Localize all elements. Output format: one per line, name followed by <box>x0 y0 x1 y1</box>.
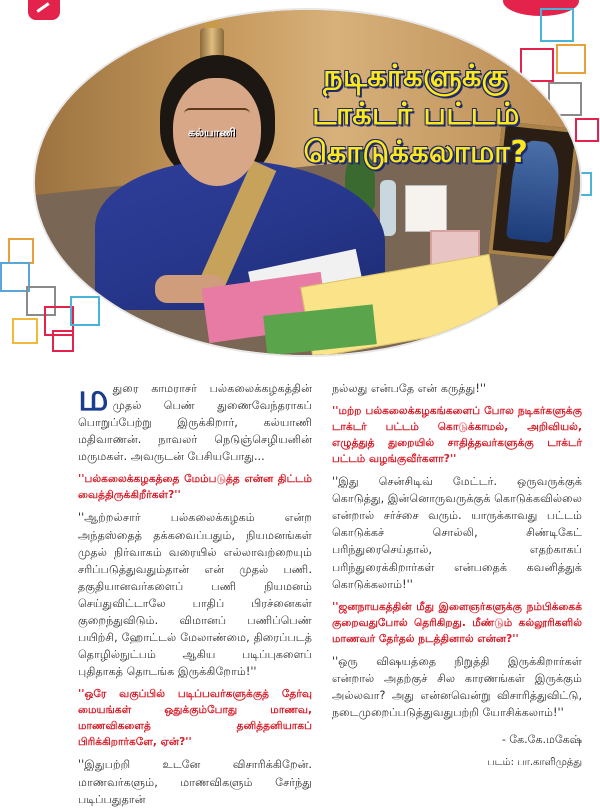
answer-2: ''இதுபற்றி உடனே விசாரிக்கிறேன். மாணவர்களும், மாணவிகளும் சேர்ந்து படிப்பதுதான் <box>78 758 312 806</box>
headline <box>266 58 566 172</box>
decor-square <box>12 318 38 344</box>
byline: - கே.கே.மகேஷ் <box>501 733 582 747</box>
question-3: ''மற்ற பல்கலைக்கழகங்களைப் போல நடிகர்களுக்கு டாக்டர் பட்டம் கொடுக்காமல், அறிவியல், எழுத்துத் துறையில் சாதித்தவர்களுக்கு டாக்டர் பட்டம் வழங்குவீர்களா?'' <box>332 405 582 466</box>
photo-caption: கல்யாணி <box>188 126 236 139</box>
answer-4: ''ஒரு விஷயத்தை நிறுத்தி இருக்கிறார்கள் என்றால் அதற்குச் சில காரணங்கள் இருக்கும் அல்லவா? அது என்னவென்று விசாரித்துவிட்டு, நடைமுறைப்படுத்துவதுபற்றி யோசிக்கலாம்!'' <box>332 654 582 720</box>
question-1: ''பல்கலைக்கழகத்தை மேம்படுத்த என்ன திட்டம் வைத்திருக்கிறீர்கள்?'' <box>78 473 312 502</box>
headline-line: டாக்டர் பட்டம் <box>312 97 520 132</box>
headline-line: கொடுக்கலாமா? <box>303 135 529 170</box>
question-2: ''ஒரே வகுப்பில் படிப்பவர்களுக்குத் தேர்வு மையங்கள் ஒதுக்கும்போது மாணவ, மாணவிகளைத் தனித்தனியாகப் பிரிக்கிறார்களே, ஏன்?'' <box>78 688 312 749</box>
hero-photo-area <box>0 0 600 372</box>
question-4: ''ஜனநாயகத்தின் மீது இளைஞர்களுக்கு நம்பிக்கைக் குறைவதுபோல் தெரிகிறது. மீண்டும் கல்லூரிகளில் மாணவர் தேர்தல் நடத்தினால் என்ன?'' <box>332 600 582 645</box>
article-column-right <box>332 380 582 771</box>
intro-paragraph <box>78 375 312 465</box>
intro-text: துரை காமராசர் பல்கலைக்கழகத்தின் முதல் பெண் துணைவேந்தராகப் பொறுப்பேற்று இருக்கிறார், கல்யாணி மதிவாணன். நாவலர் நெடுஞ்செழியனின் மருமகள். அவருடன் பேசியபோது... <box>78 382 312 464</box>
answer-2-continued: நல்லது என்பதே என் கருத்து!'' <box>332 382 486 395</box>
decor-square <box>8 238 34 264</box>
answer-1: ''ஆற்றல்சார் பல்கலைக்கழகம் என்ற அந்தஸ்தைத் தக்கவைப்பதும், நியமனங்கள் முதல் நிர்வாகம் வரையில் எல்லாவற்றையும் சரிப்படுத்துவதும்தான் என் முதல் பணி. தகுதியானவர்களைப் பணி நியமனம் செய்துவிட்டாலே பாதிப் பிரச்னைகள் குறைந்துவிடும். விமானப் பணிப்பெண் பயிற்சி, ஹோட்டல் மேலாண்மை, திரைப்படத் தொழில்நுட்பம் ஆகிய படிப்புகளைப் புதிதாகத் தொடங்க இருக்கிறோம்!'' <box>78 511 312 679</box>
photo-credit: படம்: பா.காளிமுத்து <box>487 757 582 769</box>
headline-line: நடிகர்களுக்கு <box>323 59 509 94</box>
dropcap: ம <box>78 375 109 419</box>
answer-3: ''இது சென்சிடிவ் மேட்டர். ஒருவருக்குக் கொடுத்து, இன்னொருவருக்குக் கொடுக்கவில்லை என்றால் சர்ச்சை வரும். யாருக்காவது பட்டம் கொடுக்கச் சொல்லி, சிண்டிகேட் பரிந்துரைசெய்தால், எதற்காகப் பரிந்துரைக்கிறார்கள் என்பதைக் கவனித்துக் கொடுக்கலாம்!'' <box>332 475 583 591</box>
article-column-left <box>78 375 312 812</box>
